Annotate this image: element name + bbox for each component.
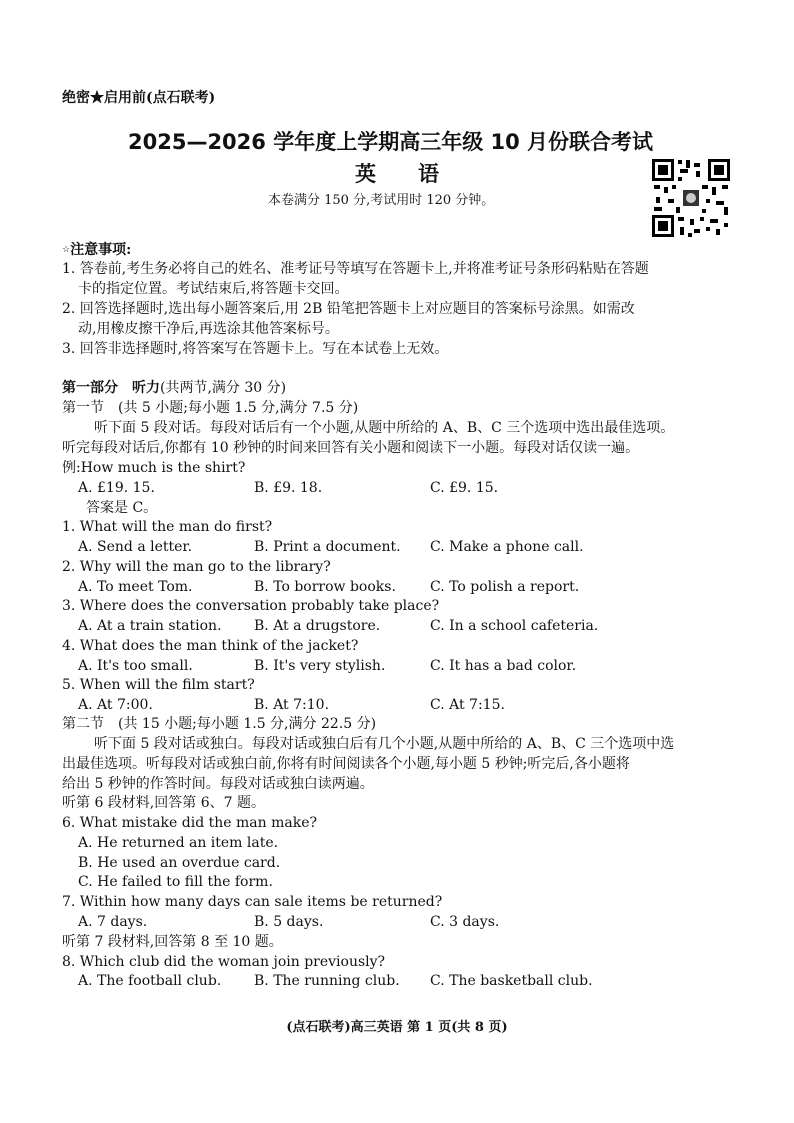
option-c: C. To polish a report. [430, 579, 580, 595]
question-text: 2. Why will the man go to the library? [62, 559, 331, 575]
section2-instruction: 给出 5 秒钟的作答时间。每段对话或独白读两遍。 [62, 776, 374, 792]
option-b: B. It's very stylish. [254, 658, 386, 674]
option-a: A. To meet Tom. [78, 579, 193, 595]
option-b: B. Print a document. [254, 539, 401, 555]
question-text: 7. Within how many days can sale items be returned? [62, 894, 443, 910]
option-b: B. 5 days. [254, 914, 324, 930]
notice-item: 2. 回答选择题时,选出每小题答案后,用 2B 铅笔把答题卡上对应题目的答案标号涂黑。如需改 [62, 301, 635, 317]
option-a: A. The football club. [78, 973, 222, 989]
example-question: 例:How much is the shirt? [62, 460, 246, 476]
section1-instruction: 听下面 5 段对话。每段对话后有一个小题,从题中所给的 A、B、C 三个选项中选出最佳选项。 [94, 420, 675, 436]
section2-instruction: 听下面 5 段对话或独白。每段对话或独白后有几个小题,从题中所给的 A、B、C 三个选项中选 [94, 736, 675, 752]
option-a: A. At 7:00. [78, 697, 153, 713]
question-text: 3. Where does the conversation probably take place? [62, 598, 440, 614]
subject-title: 英 语 [355, 162, 439, 186]
qr-code-icon [650, 157, 732, 239]
option-b: B. He used an overdue card. [78, 855, 281, 871]
section2-instruction: 出最佳选项。听每段对话或独白前,你将有时间阅读各个小题,每小题 5 秒钟;听完后,各小题将 [62, 756, 630, 772]
example-option-b: B. £9. 18. [254, 480, 323, 496]
example-option-a: A. £19. 15. [78, 480, 155, 496]
section2-heading: 第二节 (共 15 小题;每小题 1.5 分,满分 22.5 分) [62, 716, 377, 732]
option-c: C. The basketball club. [430, 973, 593, 989]
notice-heading: ☆注意事项: [62, 242, 132, 258]
notice-item: 动,用橡皮擦干净后,再选涂其他答案标号。 [78, 321, 339, 337]
material-label: 听第 6 段材料,回答第 6、7 题。 [62, 795, 265, 811]
exam-info: 本卷满分 150 分,考试用时 120 分钟。 [268, 193, 495, 208]
question-text: 5. When will the film start? [62, 677, 255, 693]
secret-label: 绝密★启用前(点石联考) [62, 90, 216, 106]
question-text: 8. Which club did the woman join previously? [62, 954, 386, 970]
example-answer: 答案是 C。 [86, 500, 158, 516]
option-c: C. He failed to fill the form. [78, 874, 273, 890]
option-c: C. Make a phone call. [430, 539, 584, 555]
section1-heading: 第一节 (共 5 小题;每小题 1.5 分,满分 7.5 分) [62, 400, 359, 416]
part1-heading: 第一部分 听力(共两节,满分 30 分) [62, 380, 287, 396]
option-b: B. At 7:10. [254, 697, 330, 713]
option-c: C. At 7:15. [430, 697, 505, 713]
question-text: 6. What mistake did the man make? [62, 815, 317, 831]
option-a: A. Send a letter. [78, 539, 193, 555]
option-b: B. The running club. [254, 973, 400, 989]
example-option-c: C. £9. 15. [430, 480, 499, 496]
option-a: A. 7 days. [78, 914, 148, 930]
question-text: 4. What does the man think of the jacket? [62, 638, 359, 654]
option-c: C. 3 days. [430, 914, 500, 930]
page-footer: (点石联考)高三英语 第 1 页(共 8 页) [286, 1020, 508, 1035]
notice-item: 1. 答卷前,考生务必将自己的姓名、准考证号等填写在答题卡上,并将准考证号条形码粘贴在答题 [62, 261, 649, 277]
option-a: A. It's too small. [78, 658, 193, 674]
notice-item: 卡的指定位置。考试结束后,将答题卡交回。 [78, 281, 349, 297]
option-a: A. At a train station. [78, 618, 222, 634]
notice-item: 3. 回答非选择题时,将答案写在答题卡上。写在本试卷上无效。 [62, 341, 449, 357]
question-text: 1. What will the man do first? [62, 519, 273, 535]
option-b: B. At a drugstore. [254, 618, 381, 634]
option-c: C. It has a bad color. [430, 658, 577, 674]
option-b: B. To borrow books. [254, 579, 396, 595]
option-c: C. In a school cafeteria. [430, 618, 599, 634]
section1-instruction: 听完每段对话后,你都有 10 秒钟的时间来回答有关小题和阅读下一小题。每段对话仅读一遍。 [62, 440, 640, 456]
exam-title: 2025—2026 学年度上学期高三年级 10 月份联合考试 [128, 130, 654, 154]
option-a: A. He returned an item late. [78, 835, 279, 851]
material-label: 听第 7 段材料,回答第 8 至 10 题。 [62, 934, 283, 950]
